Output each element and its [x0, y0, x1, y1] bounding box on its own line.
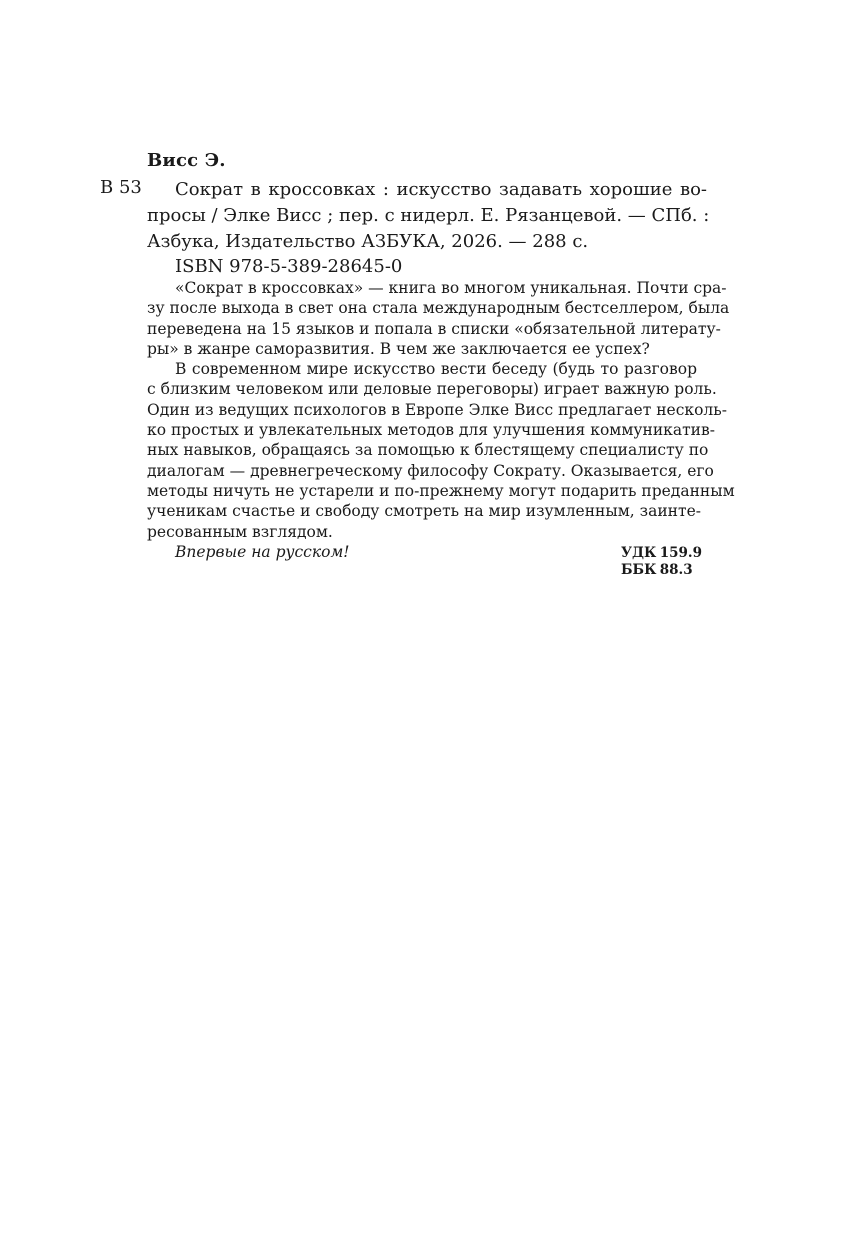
annotation-line: зу после выхода в свет она стала международным бестселлером, была: [147, 299, 730, 318]
annotation-line: «Сократ в кроссовках» — книга во многом уникальная. Почти сра-: [175, 279, 727, 297]
annotation-line: диалогам — древнегреческому философу Сократу. Оказывается, его: [147, 461, 714, 480]
bibliographic-line: просы / Элке Висс ; пер. с нидерл. Е. Рязанцевой. — СПб. :: [147, 205, 710, 226]
annotation-line: с близким человеком или деловые переговоры) играет важную роль.: [147, 380, 717, 399]
annotation-line: В современном мире искусство вести беседу (будь то разговор: [175, 360, 697, 379]
annotation-line: ных навыков, обращаясь за помощью к блестящему специалисту по: [147, 441, 709, 460]
udk-value: 159.9: [659, 545, 702, 561]
bbk-value: 88.3: [659, 562, 693, 578]
isbn: ISBN 978-5-389-28645-0: [175, 256, 403, 277]
annotation-line: ко простых и увлекательных методов для улучшения коммуникатив-: [147, 421, 715, 440]
annotation-tagline: Впервые на русском!: [175, 542, 350, 561]
annotation-line: Один из ведущих психологов в Европе Элке Висс предлагает несколь-: [147, 400, 727, 419]
annotation-line: переведена на 15 языков и попала в списки «обязательной литерату-: [147, 319, 721, 338]
author-heading: Висс Э.: [147, 150, 226, 171]
bibliographic-description: [147, 177, 710, 255]
annotation-line: ры» в жанре саморазвития. В чем же заключается ее успех?: [147, 339, 650, 358]
udk-row: [621, 545, 702, 562]
bibliographic-line: Сократ в кроссовках : искусство задавать хорошие во-: [175, 179, 707, 200]
udk-label: УДК: [621, 545, 657, 561]
bbk-label: ББК: [621, 562, 657, 578]
annotation-line: методы ничуть не устарели и по-прежнему могут подарить преданным: [147, 481, 735, 500]
author-sign-code: В 53: [100, 177, 142, 198]
classification-codes: [621, 545, 702, 579]
bbk-row: [621, 562, 702, 579]
bibliographic-line: Азбука, Издательство АЗБУКА, 2026. — 288 с.: [147, 231, 589, 252]
annotation-line: ученикам счастье и свободу смотреть на мир изумленным, заинте-: [147, 502, 701, 521]
annotation-line: ресованным взглядом.: [147, 522, 333, 541]
annotation: [147, 278, 735, 562]
